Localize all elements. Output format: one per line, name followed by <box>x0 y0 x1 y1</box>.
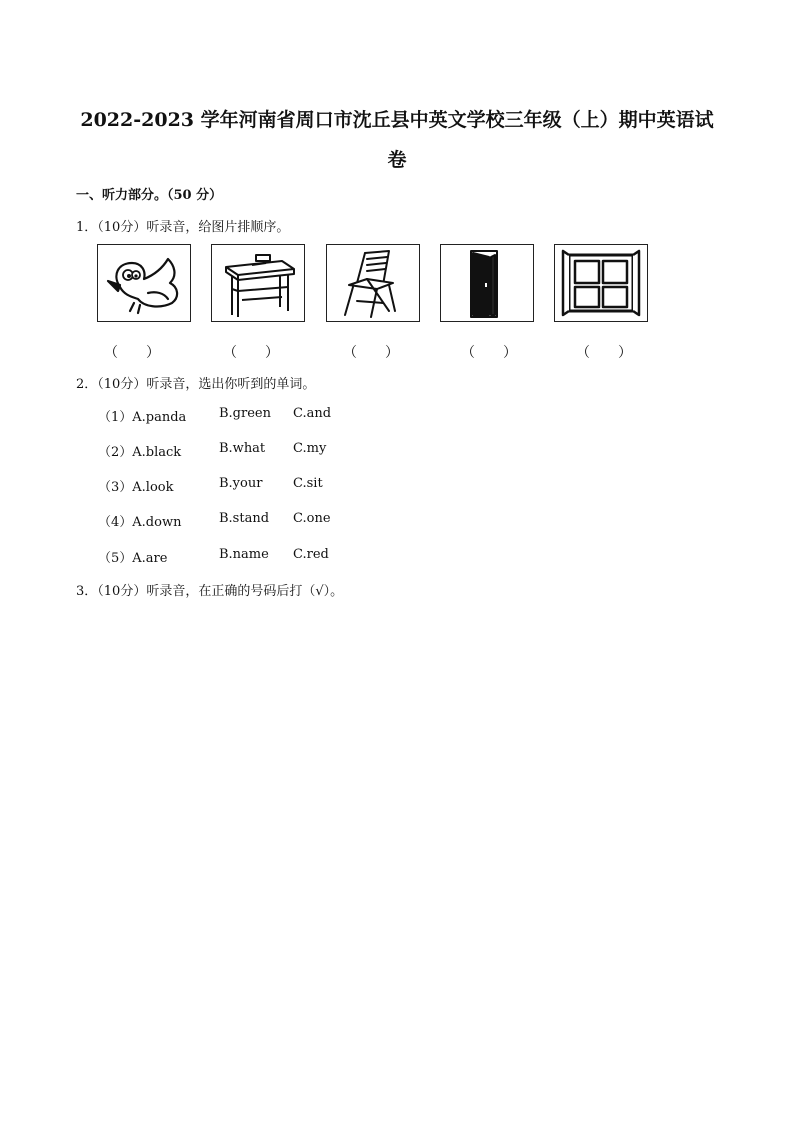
option-c[interactable]: C.sit <box>293 476 323 491</box>
option-b[interactable]: B.stand <box>219 511 270 526</box>
answer-blank-1[interactable]: （ ） <box>104 345 160 361</box>
picture-2 <box>211 244 305 322</box>
option-b[interactable]: B.name <box>219 547 269 562</box>
option-a[interactable]: （5）A.are <box>98 551 168 566</box>
option-b[interactable]: B.green <box>219 406 271 421</box>
picture-1 <box>97 244 191 322</box>
desk-icon <box>212 245 304 321</box>
answer-blank-4[interactable]: （ ） <box>461 345 517 361</box>
answer-blank-5[interactable]: （ ） <box>576 345 632 361</box>
option-c[interactable]: C.my <box>293 441 327 456</box>
answer-blank-2[interactable]: （ ） <box>223 345 279 361</box>
option-b[interactable]: B.what <box>219 441 266 456</box>
picture-4 <box>440 244 534 322</box>
question-3-text: 3．（10分）听录音，在正确的号码后打（√）。 <box>76 584 344 599</box>
option-c[interactable]: C.and <box>293 406 332 421</box>
picture-3 <box>326 244 420 322</box>
title-line-2: 卷 <box>387 149 407 171</box>
picture-5 <box>554 244 648 322</box>
option-c[interactable]: C.red <box>293 547 329 562</box>
document-title <box>60 100 734 180</box>
answer-blank-3[interactable]: （ ） <box>343 345 399 361</box>
title-line-1: 2022-2023 学年河南省周口市沈丘县中英文学校三年级（上）期中英语试 <box>80 109 714 131</box>
option-a[interactable]: （3）A.look <box>98 480 174 495</box>
question-2-text: 2．（10分）听录音，选出你听到的单词。 <box>76 377 316 392</box>
question-1-text: 1．（10分）听录音，给图片排顺序。 <box>76 220 290 235</box>
option-c[interactable]: C.one <box>293 511 331 526</box>
option-a[interactable]: （1）A.panda <box>98 410 187 425</box>
chair-icon <box>327 245 419 321</box>
section-heading: 一、听力部分。（50 分） <box>76 188 223 203</box>
bird-icon <box>98 245 190 321</box>
option-b[interactable]: B.your <box>219 476 263 491</box>
option-a[interactable]: （2）A.black <box>98 445 182 460</box>
option-a[interactable]: （4）A.down <box>98 515 182 530</box>
window-icon <box>555 245 647 321</box>
door-icon <box>441 245 533 321</box>
